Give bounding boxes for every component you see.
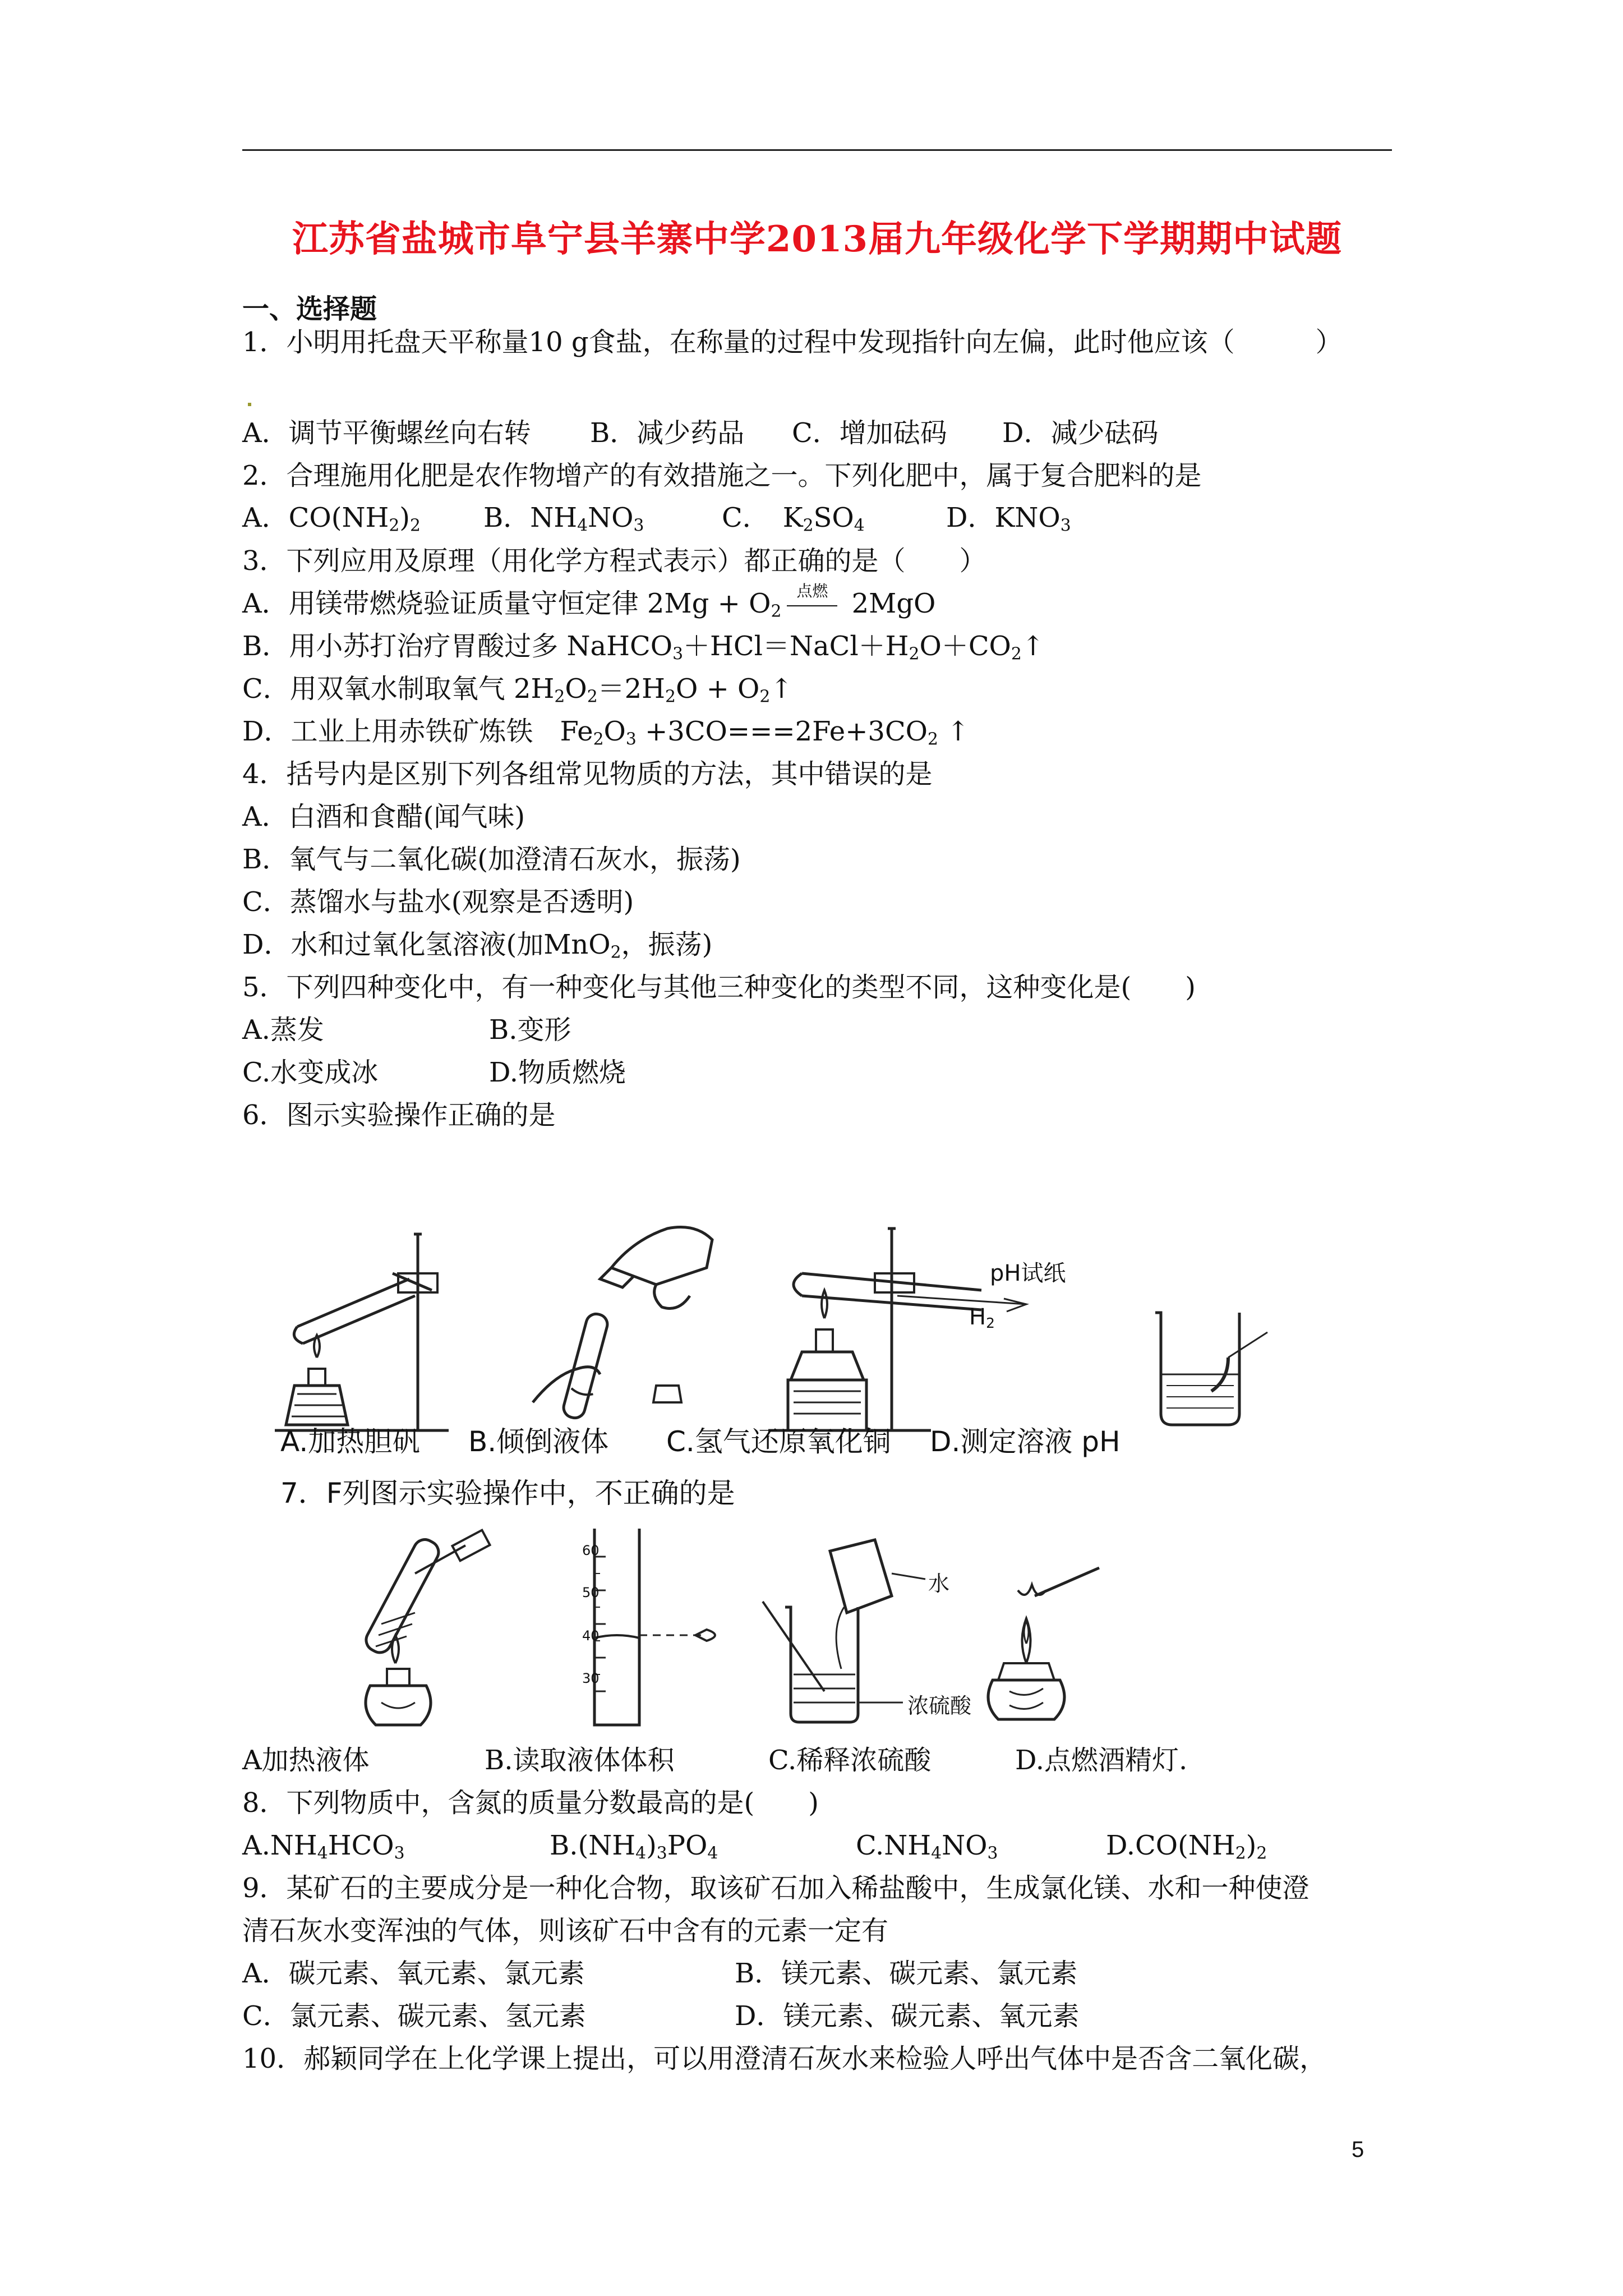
h2-label: $H_2$ <box>969 1304 995 1332</box>
question-6-captions <box>280 1425 1178 1464</box>
page-title: 江苏省盐城市阜宁县羊寨中学2013届九年级化学下学期期中试题 <box>292 218 1343 260</box>
question-4-option-c: C．蒸馏水与盐水(观察是否透明) <box>242 886 634 918</box>
option-c: C．增加砝码 <box>792 417 947 449</box>
question-7-options <box>242 1743 1392 1777</box>
option-b: $B.(NH_4)_3PO_4$ <box>550 1830 718 1864</box>
question-8-stem: 8．下列物质中，含氮的质量分数最高的是( ) <box>242 1787 819 1819</box>
question-5-options-row2 <box>242 1056 1027 1089</box>
question-5-stem: 5．下列四种变化中，有一种变化与其他三种变化的类型不同，这种变化是( ) <box>242 972 1196 1003</box>
scale-30: 30 <box>582 1671 600 1686</box>
water-label: 水 <box>928 1571 950 1596</box>
heating-apparatus-a <box>275 1234 449 1430</box>
option-d: $D.CO(NH_2)_2$ <box>1106 1830 1267 1864</box>
question-3-option-c: C．用双氧水制取氧气 $2H_2O_2=2H_2O$ + $O_2↑$ <box>242 673 793 707</box>
question-3-stem: 3．下列应用及原理（用化学方程式表示）都正确的是（ ） <box>242 545 986 577</box>
pouring-apparatus-b <box>533 1227 712 1420</box>
option-c: $C.NH_4NO_3$ <box>856 1830 998 1864</box>
question-4-option-d: D．水和过氧化氢溶液(加MnO$_2$，振荡) <box>242 929 713 963</box>
option-b: B．减少药品 <box>590 417 745 449</box>
question-8-options <box>242 1829 1392 1862</box>
question-9-options-row2 <box>242 1999 1392 2033</box>
question-4-stem: 4．括号内是区别下列各组常见物质的方法，其中错误的是 <box>242 758 933 790</box>
heating-liquid-apparatus <box>362 1530 490 1725</box>
option-b: B.读取液体体积 <box>485 1745 675 1776</box>
option-b: B．$NH_4NO_3$ <box>483 502 644 536</box>
option-a: A．$CO(NH_2)_2$ <box>242 502 421 536</box>
option-b: B.变形 <box>489 1014 571 1046</box>
option-d: D.物质燃烧 <box>489 1057 626 1088</box>
ph-paper-label: pH试纸 <box>990 1260 1066 1286</box>
question-9-stem-line2: 清石灰水变浑浊的气体，则该矿石中含有的元素一定有 <box>242 1915 889 1947</box>
beaker-apparatus-d <box>1155 1313 1267 1425</box>
question-2-stem: 2．合理施用化肥是农作物增产的有效措施之一。下列化肥中，属于复合肥料的是 <box>242 460 1202 491</box>
page-number: 5 <box>1352 2137 1364 2162</box>
option-a: A．碳元素、氧元素、氯元素 <box>242 1958 585 1989</box>
question-6-stem: 6．图示实验操作正确的是 <box>242 1099 556 1131</box>
option-c: C．氯元素、碳元素、氢元素 <box>242 2000 586 2032</box>
option-d: D．$KNO_3$ <box>946 502 1071 536</box>
question-4-option-b: B．氧气与二氧化碳(加澄清石灰水，振荡) <box>242 844 741 875</box>
scale-50: 50 <box>582 1585 600 1600</box>
option-a: A加热液体 <box>242 1745 370 1776</box>
option-c: C.水变成冰 <box>242 1057 379 1088</box>
option-a: A．调节平衡螺丝向右转 <box>242 417 531 449</box>
question-3-option-d: D．工业上用赤铁矿炼铁 $Fe_2O_3 +3CO===2Fe+3CO_2$ ↑ <box>242 716 970 749</box>
caption-a: A.加热胆矾 <box>280 1425 421 1458</box>
question-9-stem-line1: 9．某矿石的主要成分是一种化合物，取该矿石加入稀盐酸中，生成氯化镁、水和一种使澄 <box>242 1872 1310 1904</box>
acid-label: 浓硫酸 <box>907 1694 972 1718</box>
option-c: C.稀释浓硫酸 <box>768 1745 932 1776</box>
scale-60: 60 <box>582 1543 600 1558</box>
caption-d: D.测定溶液 pH <box>930 1425 1121 1458</box>
question-9-options-row1 <box>242 1957 1392 1990</box>
graduated-cylinder <box>594 1529 715 1725</box>
question-7-stem: 7．F列图示实验操作中，不正确的是 <box>280 1477 735 1510</box>
scale-40: 40 <box>582 1628 600 1644</box>
header-rule <box>242 149 1392 151</box>
question-7-figure <box>336 1523 1206 1747</box>
option-d: D．镁元素、碳元素、氧元素 <box>735 2000 1080 2032</box>
option-a: $A.NH_4HCO_3$ <box>242 1830 405 1864</box>
question-3-option-b: B．用小苏打治疗胃酸过多 $NaHCO_3+HCl=NaCl+H_2O+CO_2↑$ <box>242 631 1045 664</box>
question-3-option-a: A．用镁带燃烧验证质量守恒定律 $2Mg + O_2$ 点燃 2MgO <box>242 582 936 622</box>
caption-c: C.氢气还原氧化铜 <box>666 1425 891 1458</box>
question-10-stem: 10．郝颖同学在上化学课上提出，可以用澄清石灰水来检验人呼出气体中是否含二氧化碳， <box>242 2043 1327 2074</box>
option-d: D．减少砝码 <box>1002 417 1159 449</box>
option-b: B．镁元素、碳元素、氯元素 <box>735 1958 1078 1989</box>
question-1-options <box>242 416 1392 450</box>
question-1-stem: 1．小明用托盘天平称量10 g食盐，在称量的过程中发现指针向左偏，此时他应该（ ） <box>242 326 1343 358</box>
dilution-apparatus <box>763 1540 925 1722</box>
option-c: C． $K_2SO_4$ <box>722 502 865 536</box>
question-5-options-row1 <box>242 1013 1027 1047</box>
stray-mark <box>248 403 251 406</box>
option-a: A.蒸发 <box>242 1014 324 1046</box>
question-2-options <box>242 501 1392 535</box>
section-heading: 一、选择题 <box>242 293 377 325</box>
caption-b: B.倾倒液体 <box>468 1425 609 1458</box>
option-d: D.点燃酒精灯. <box>1015 1745 1188 1776</box>
alcohol-lamp-apparatus <box>988 1568 1099 1719</box>
question-4-option-a: A．白酒和食醋(闻气味) <box>242 801 525 832</box>
